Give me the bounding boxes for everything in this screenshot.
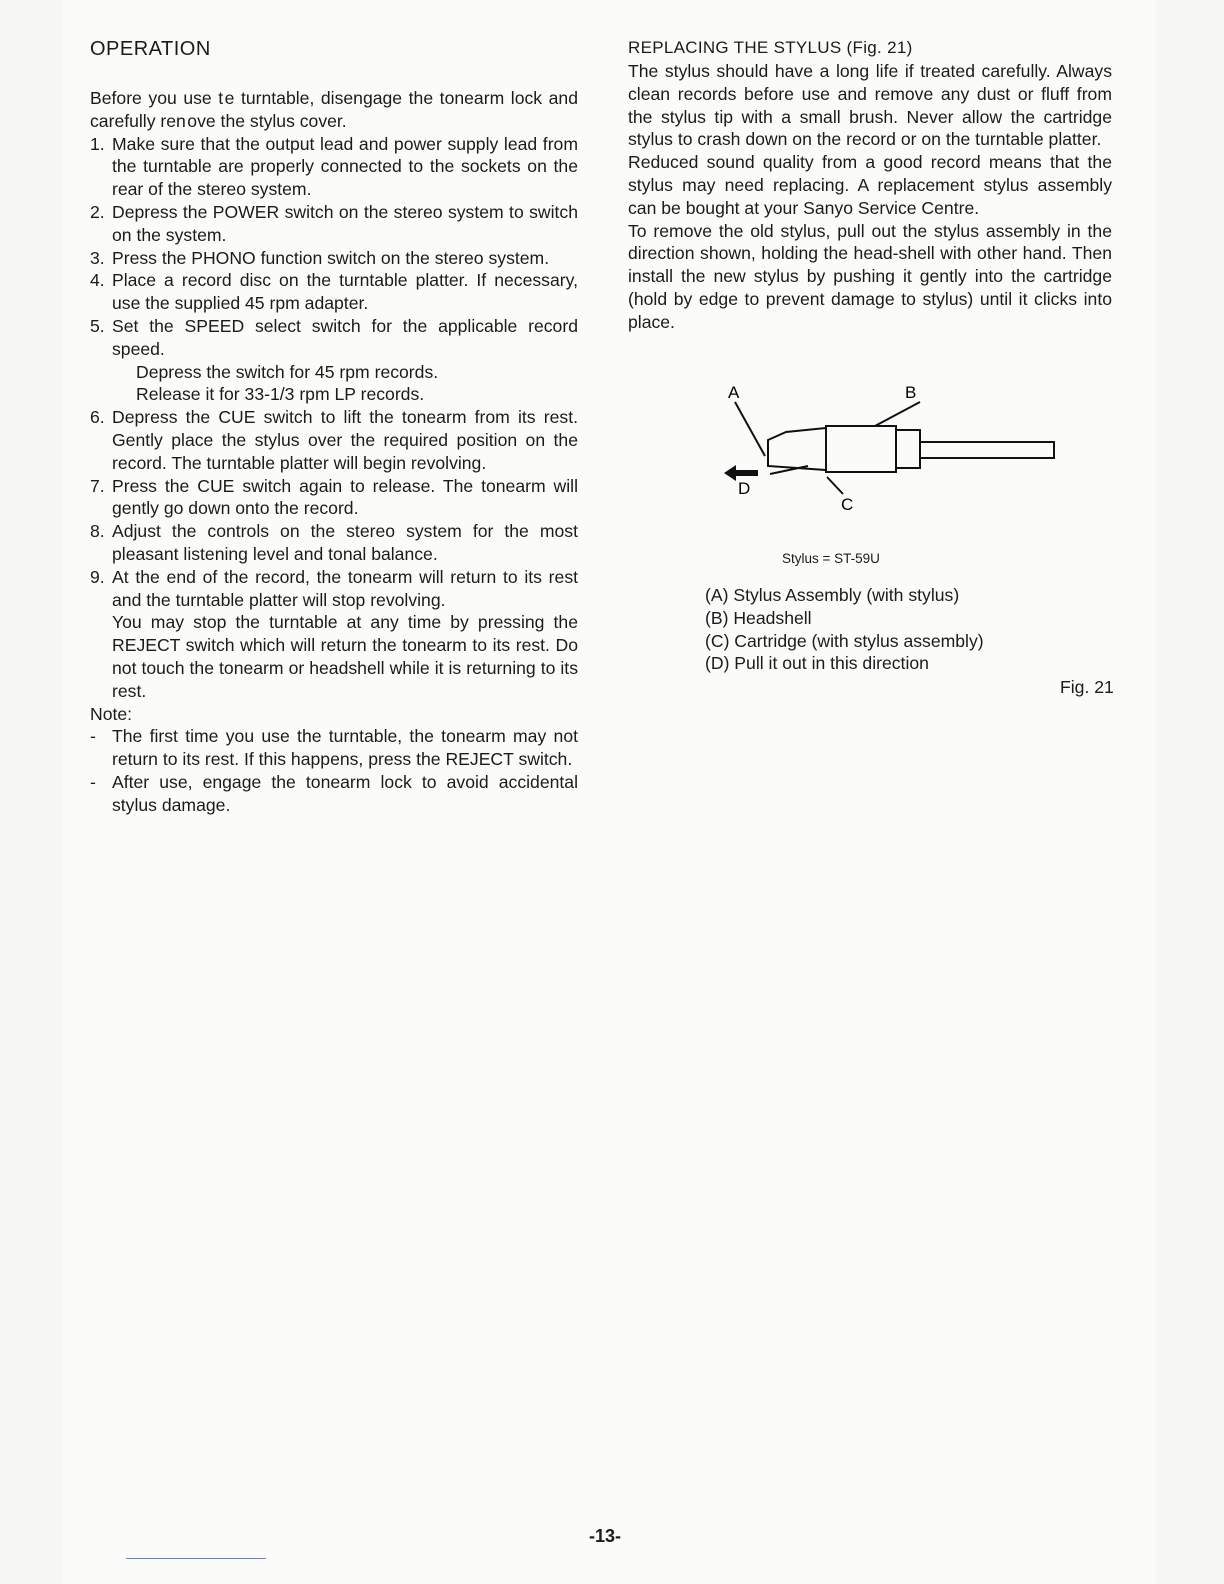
- stylus-para-1: The stylus should have a long life if treated carefully. Always clean records before use and remove any dust or fluff from the stylus tip with a small brush. Never allow the cartridge stylus to crash down on the record or on the turntable platter.: [628, 61, 1112, 150]
- notes-list: [90, 725, 578, 816]
- step-number: 6.: [90, 407, 105, 428]
- stylus-para-2: Reduced sound quality from a good record means that the stylus may need replacing. A replacement stylus assembly can be bought at your Sanyo Service Centre.: [628, 152, 1112, 218]
- note-dash: -: [90, 771, 96, 792]
- scan-underline: [126, 1558, 266, 1559]
- legend-item-a: (A) Stylus Assembly (with stylus): [705, 585, 960, 605]
- note-item: [90, 771, 578, 817]
- cartridge-drawing: [735, 402, 1054, 494]
- step-3: [90, 247, 578, 270]
- stylus-diagram: [708, 378, 1068, 518]
- legend-item-b: (B) Headshell: [705, 607, 812, 628]
- leader-a: [735, 402, 765, 456]
- legend-item-d: (D) Pull it out in this direction: [705, 653, 929, 674]
- step-number: 1.: [90, 133, 105, 154]
- stylus-section: [628, 38, 1112, 334]
- step-5: [90, 315, 578, 361]
- figure-legend: [705, 584, 984, 675]
- step-8: [90, 520, 578, 566]
- stylus-caption: Stylus = ST-59U: [782, 551, 880, 566]
- operation-heading: OPERATION: [90, 38, 211, 60]
- label-b: B: [905, 383, 917, 402]
- step-7: [90, 475, 578, 521]
- leader-b: [875, 402, 920, 426]
- note-item: [90, 725, 578, 771]
- step-text: Make sure that the output lead and power supply lead from the turntable are properly connected to the sockets on the rear of the stereo system.: [112, 133, 578, 200]
- step-9: [90, 566, 578, 612]
- page-number: -13-: [589, 1526, 622, 1546]
- step-number: 9.: [90, 566, 105, 587]
- note-text: After use, engage the tonearm lock to avoid accidental stylus damage.: [112, 771, 578, 815]
- step-text: Adjust the controls on the stereo system for the most pleasant listening level and tonal balance.: [112, 521, 578, 564]
- step-text: Press the PHONO function switch on the stereo system.: [112, 247, 550, 268]
- stylus-heading: REPLACING THE STYLUS (Fig. 21): [628, 38, 913, 57]
- operation-steps: [90, 133, 578, 361]
- speed-45-instruction: Depress the switch for 45 rpm records.: [136, 361, 439, 382]
- step-number: 5.: [90, 315, 105, 336]
- step-2: [90, 201, 578, 247]
- step-text: Set the SPEED select switch for the applicable record speed.: [112, 315, 578, 359]
- tonearm-tube: [920, 442, 1054, 458]
- legend-item-c: (C) Cartridge (with stylus assembly): [705, 630, 984, 651]
- step-number: 4.: [90, 270, 105, 291]
- step-number: 8.: [90, 521, 105, 542]
- label-d: D: [738, 479, 751, 498]
- intro-paragraph: Before you use t e turntable, disengage the tonearm lock and carefully ren ove the stylus cover.: [90, 88, 578, 131]
- leader-c: [827, 477, 843, 494]
- note-text: The first time you use the turntable, the tonearm may not return to its rest. If this happens, press the REJECT switch.: [112, 726, 578, 770]
- step-text: At the end of the record, the tonearm will return to its rest and the turntable platter will stop revolving.: [112, 566, 578, 610]
- figure-number: Fig. 21: [1060, 677, 1114, 697]
- cartridge-body: [826, 426, 896, 472]
- step-number: 3.: [90, 247, 105, 268]
- step-4: [90, 269, 578, 315]
- step-number: 7.: [90, 475, 105, 496]
- label-c: C: [841, 495, 854, 514]
- stylus-assembly-shape: [768, 428, 826, 470]
- note-dash: -: [90, 726, 96, 747]
- label-a: A: [728, 383, 740, 402]
- step-text: Depress the POWER switch on the stereo system to switch on the system.: [112, 201, 578, 245]
- speed-33-instruction: Release it for 33-1/3 rpm LP records.: [136, 384, 425, 405]
- operation-steps-continued: [90, 406, 578, 611]
- step-text: Press the CUE switch again to release. The tonearm will gently go down onto the record.: [112, 475, 578, 519]
- step-1: [90, 133, 578, 201]
- step-text: Place a record disc on the turntable platter. If necessary, use the supplied 45 rpm adapter.: [112, 270, 578, 314]
- operation-section: [90, 38, 578, 817]
- step-number: 2.: [90, 201, 105, 222]
- step-6: [90, 406, 578, 474]
- note-label: Note:: [90, 703, 133, 724]
- headshell-collar: [896, 430, 920, 468]
- step-9-extra: You may stop the turntable at any time by pressing the REJECT switch which will return the tonearm to its rest. Do not touch the tonearm or headshell while it is returning to its rest.: [112, 612, 578, 701]
- stylus-para-3: To remove the old stylus, pull out the stylus assembly in the direction shown, holding the head-shell with other hand. Then install the new stylus by pushing it gently into the cartridge (hold by edge to prevent damage to stylus) until it clicks into place.: [628, 220, 1112, 332]
- step-text: Depress the CUE switch to lift the tonearm from its rest. Gently place the stylus over the required position on the record. The turntable platter will begin revolving.: [112, 407, 578, 473]
